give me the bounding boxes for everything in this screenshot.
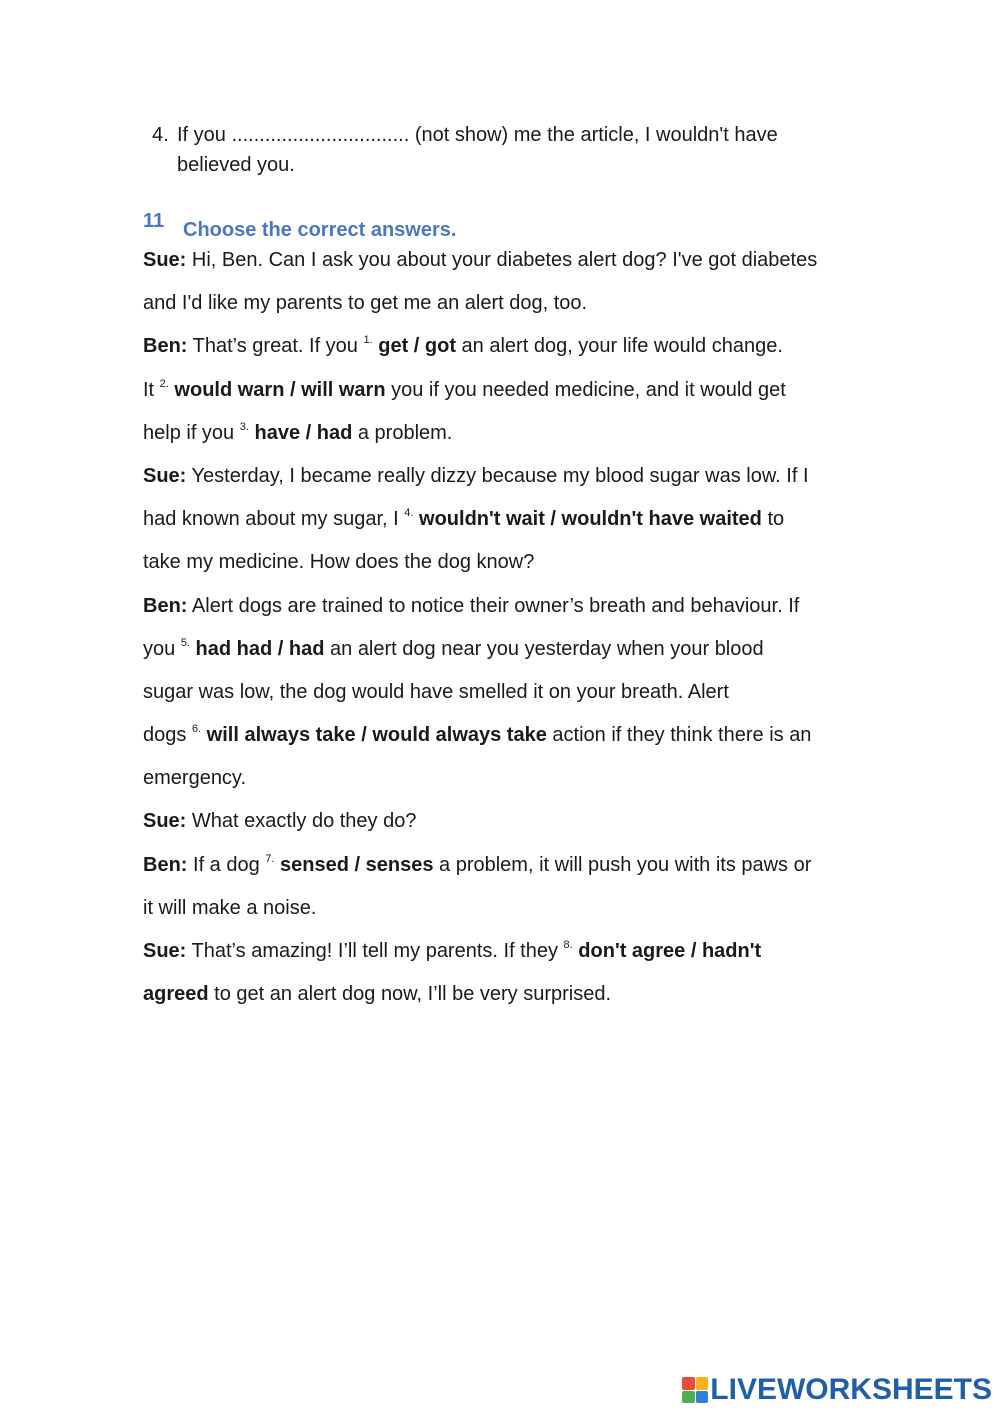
line-text: a problem.: [352, 421, 453, 444]
dialogue-line: [143, 369, 863, 412]
gap-number: 4.: [404, 507, 414, 520]
gap-number: 6.: [191, 723, 202, 736]
gap-number: 3.: [239, 420, 249, 433]
dialogue-line: [143, 412, 863, 455]
line-text: action if they think there is an: [546, 724, 812, 747]
line-text: It: [143, 378, 160, 401]
gap-number: 1.: [363, 334, 373, 347]
speaker-label: Sue:: [143, 249, 187, 271]
speaker-label: Sue:: [143, 464, 187, 487]
speaker-label: Ben:: [143, 853, 188, 876]
dialogue-line: [143, 800, 863, 843]
logo-tile: [682, 1377, 695, 1390]
line-text: you if you needed medicine, and it would get: [385, 378, 786, 401]
line-text: an alert dog near you yesterday when your blood: [324, 637, 764, 660]
exercise-number: 11: [143, 210, 165, 232]
line-text: If a dog: [187, 853, 266, 876]
exercise-title: Choose the correct answers.: [183, 219, 457, 241]
answer-choice[interactable]: wouldn't wait / wouldn't have waited: [413, 508, 762, 531]
answer-choice[interactable]: don't agree / hadn't: [572, 940, 762, 962]
line-text: an alert dog, your life would change.: [456, 335, 783, 358]
answer-choice[interactable]: agreed: [143, 983, 209, 1006]
line-text: sugar was low, the dog would have smelled it on your breath. Alert: [143, 680, 729, 703]
speaker-label: Sue:: [143, 810, 187, 833]
line-text: help if you: [143, 421, 240, 444]
dialogue-line: [143, 628, 863, 671]
dialogue-line: [143, 455, 863, 498]
speaker-label: Ben:: [143, 594, 188, 617]
dialogue-line: [143, 541, 863, 584]
line-text: take my medicine. How does the dog know?: [143, 551, 535, 574]
item-line-2: believed you.: [177, 154, 295, 176]
line-text: dogs: [143, 724, 192, 747]
answer-choice[interactable]: had had / had: [190, 637, 325, 660]
answer-choice[interactable]: have / had: [248, 421, 353, 444]
gap-number: 5.: [180, 636, 190, 649]
dialogue-line: [143, 887, 863, 930]
dialogue-line: [143, 325, 863, 368]
question-item-4: [152, 120, 872, 180]
dialogue-line: [143, 930, 863, 973]
dialogue-line: [143, 844, 863, 887]
logo-icon: [682, 1377, 708, 1403]
gap-number: 2.: [159, 377, 169, 390]
gap-number: 7.: [265, 852, 275, 865]
answer-choice[interactable]: get / got: [372, 335, 456, 358]
speaker-label: Ben:: [143, 335, 188, 358]
line-text: and I'd like my parents to get me an alert dog, too.: [143, 292, 588, 315]
line-text: it will make a noise.: [143, 896, 317, 919]
dialogue-line: [143, 973, 863, 1016]
line-text: Alert dogs are trained to notice their owner’s breath and behaviour. If: [187, 594, 800, 617]
dialogue: [143, 239, 863, 1016]
line-text: a problem, it will push you with its paws or: [433, 853, 812, 876]
line-text: to: [761, 508, 785, 531]
dialogue-line: [143, 714, 863, 757]
dialogue-line: [143, 282, 863, 325]
line-text: That’s great. If you: [187, 335, 364, 358]
answer-choice[interactable]: would warn / will warn: [168, 378, 386, 401]
logo-tile: [696, 1391, 709, 1404]
line-text: you: [143, 637, 181, 660]
item-number: 4.: [152, 124, 169, 146]
liveworksheets-logo: [682, 1373, 992, 1407]
dialogue-line: [143, 498, 863, 541]
line-text: Hi, Ben. Can I ask you about your diabetes alert dog? I've got diabetes: [186, 249, 818, 271]
speaker-label: Sue:: [143, 940, 187, 962]
answer-choice[interactable]: will always take / would always take: [201, 724, 547, 747]
logo-tile: [682, 1391, 695, 1404]
answer-choice[interactable]: sensed / senses: [274, 853, 434, 876]
dialogue-line: [143, 239, 863, 282]
line-text: had known about my sugar, I: [143, 508, 405, 531]
line-text: to get an alert dog now, I’ll be very surprised.: [208, 983, 612, 1006]
logo-text: LIVEWORKSHEETS: [710, 1373, 992, 1406]
logo-tile: [696, 1377, 709, 1390]
line-text: Yesterday, I became really dizzy because my blood sugar was low. If I: [186, 464, 809, 487]
dialogue-line: [143, 757, 863, 800]
item-line-1: If you ................................ (not show) me the article, I wouldn't have: [177, 124, 778, 146]
dialogue-line: [143, 671, 863, 714]
gap-number: 8.: [563, 939, 573, 951]
line-text: That’s amazing! I’ll tell my parents. If they: [186, 940, 564, 962]
dialogue-line: [143, 585, 863, 628]
line-text: What exactly do they do?: [186, 810, 417, 833]
line-text: emergency.: [143, 767, 247, 790]
